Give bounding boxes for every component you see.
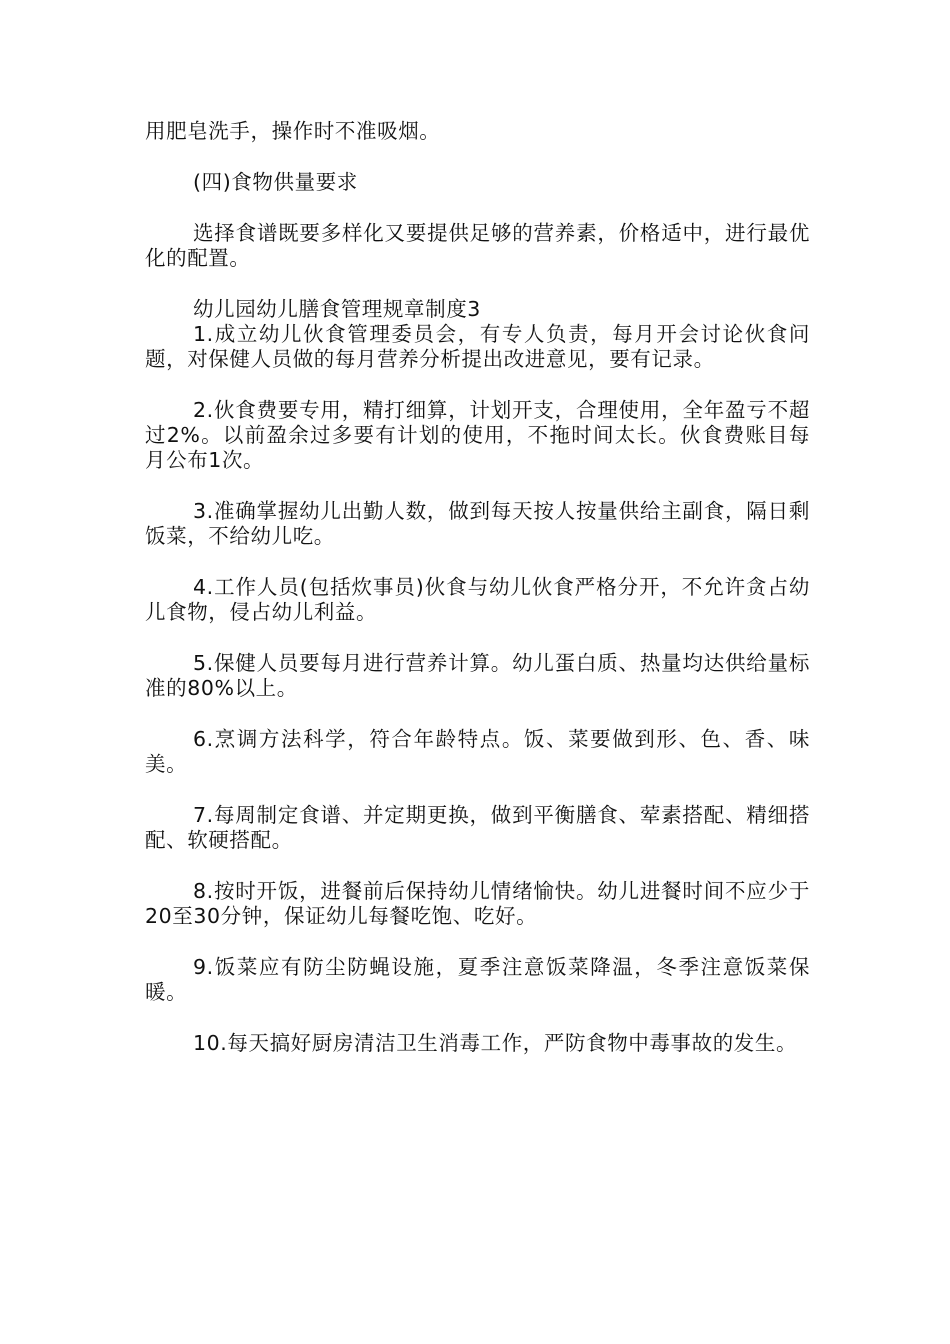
rule-item-7: 7.每周制定食谱、并定期更换，做到平衡膳食、荤素搭配、精细搭配、软硬搭配。 bbox=[145, 803, 810, 852]
paragraph-menu-selection: 选择食谱既要多样化又要提供足够的营养素，价格适中，进行最优化的配置。 bbox=[145, 221, 810, 270]
rule-item-2: 2.伙食费要专用，精打细算，计划开支，合理使用，全年盈亏不超过2%。以前盈余过多要有计划的使用，不拖时间太长。伙食费账目每月公布1次。 bbox=[145, 398, 810, 472]
rule-item-8: 8.按时开饭，进餐前后保持幼儿情绪愉快。幼儿进餐时间不应少于20至30分钟，保证幼儿每餐吃饱、吃好。 bbox=[145, 879, 810, 928]
rule-item-1: 1.成立幼儿伙食管理委员会，有专人负责，每月开会讨论伙食问题，对保健人员做的每月营养分析提出改进意见，要有记录。 bbox=[145, 322, 810, 371]
rule-item-5: 5.保健人员要每月进行营养计算。幼儿蛋白质、热量均达供给量标准的80%以上。 bbox=[145, 651, 810, 700]
section-heading-food-supply: (四)食物供量要求 bbox=[193, 170, 358, 194]
rule-item-4: 4.工作人员(包括炊事员)伙食与幼儿伙食严格分开，不允许贪占幼儿食物，侵占幼儿利益。 bbox=[145, 575, 810, 624]
rule-item-9: 9.饭菜应有防尘防蝇设施，夏季注意饭菜降温，冬季注意饭菜保暖。 bbox=[145, 955, 810, 1004]
document-page bbox=[145, 119, 810, 1082]
rule-item-10: 10.每天搞好厨房清洁卫生消毒工作，严防食物中毒事故的发生。 bbox=[193, 1031, 798, 1055]
rule-item-6: 6.烹调方法科学，符合年龄特点。饭、菜要做到形、色、香、味美。 bbox=[145, 727, 810, 776]
rule-item-3: 3.准确掌握幼儿出勤人数，做到每天按人按量供给主副食，隔日剩饭菜，不给幼儿吃。 bbox=[145, 499, 810, 548]
section-title-regulations-3: 幼儿园幼儿膳食管理规章制度3 bbox=[193, 297, 481, 321]
paragraph-handwashing: 用肥皂洗手，操作时不准吸烟。 bbox=[145, 119, 441, 143]
